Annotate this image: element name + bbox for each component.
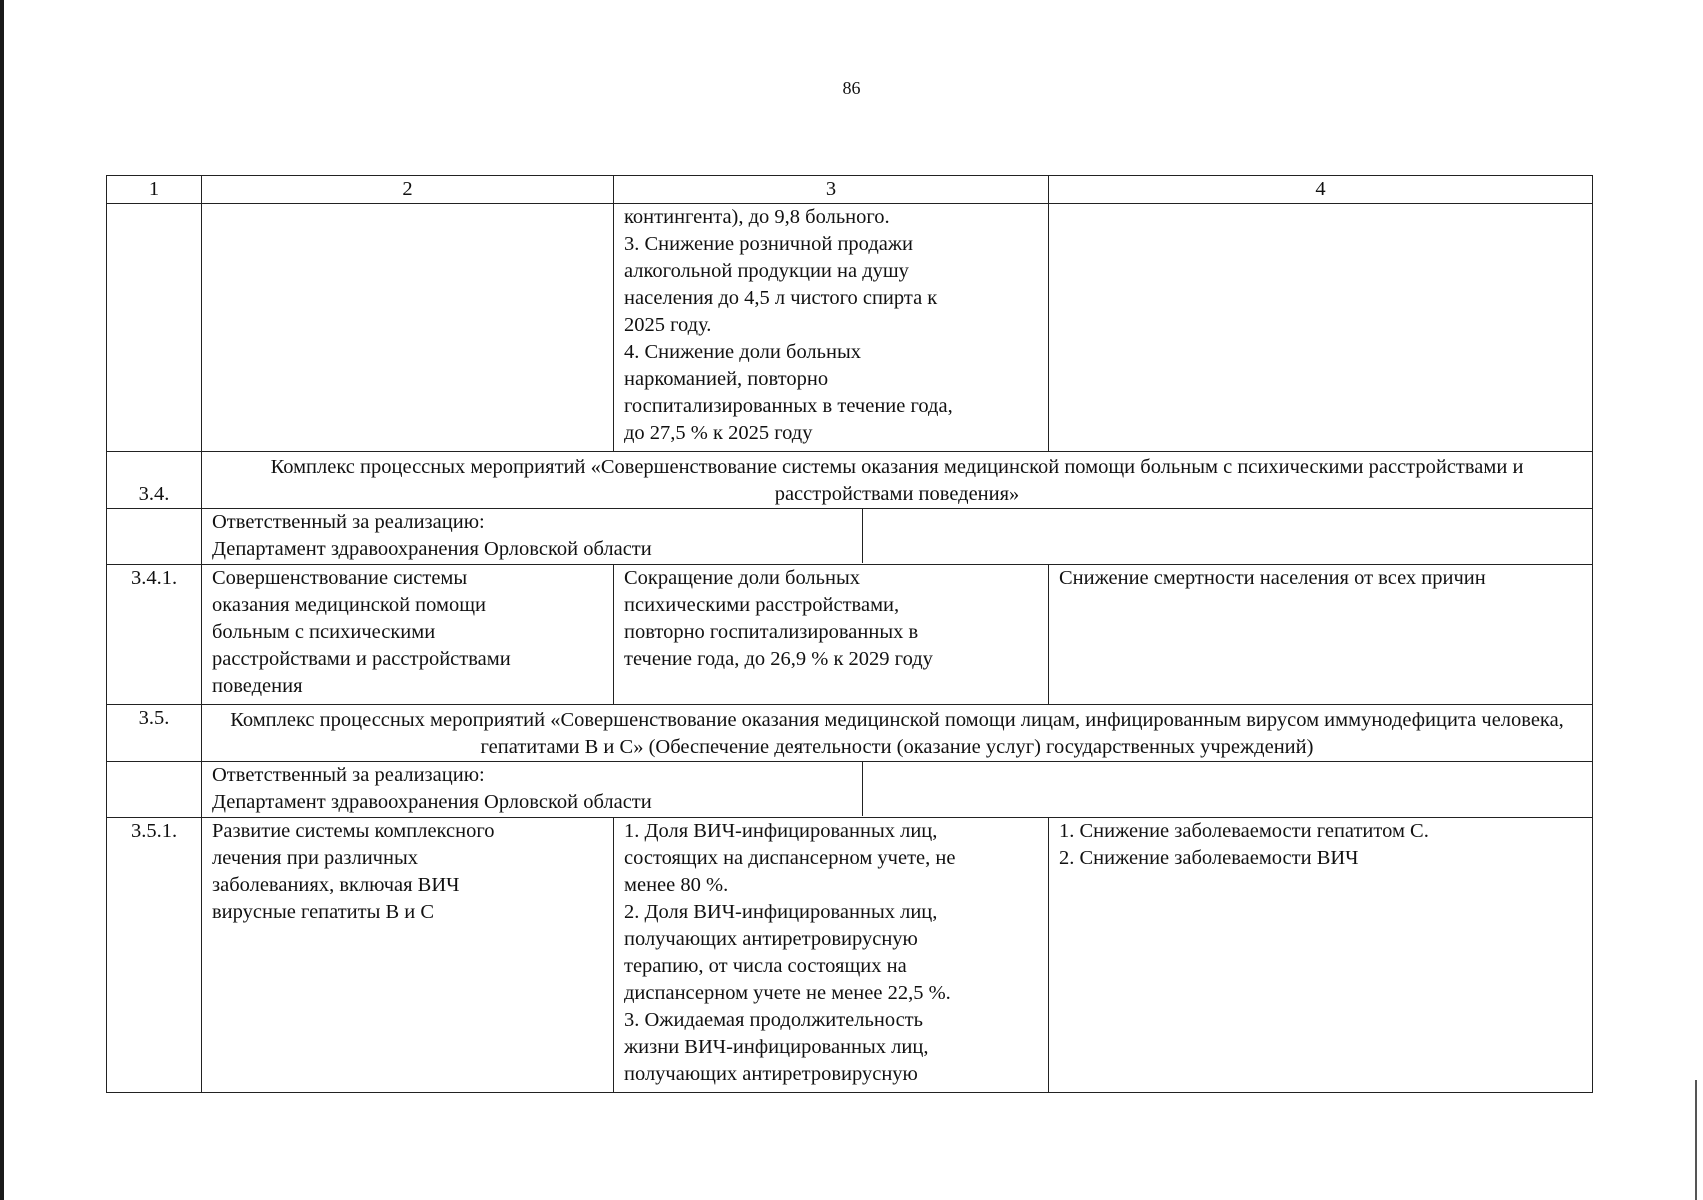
section-row-3-4 — [107, 452, 1593, 509]
indicator-line: алкогольной продукции на душу — [624, 260, 909, 282]
indicator-line: 2025 году. — [624, 314, 712, 336]
responsible-blank — [863, 762, 1593, 816]
row-activity — [202, 818, 614, 1093]
activity-line: вирусные гепатиты В и С — [212, 901, 435, 923]
responsible-org: Департамент здравоохранения Орловской области — [212, 791, 652, 813]
page-number: 86 — [842, 78, 861, 98]
activity-line: расстройствами и расстройствами — [212, 648, 511, 670]
responsible-blank — [863, 509, 1593, 563]
responsible-text — [202, 762, 863, 816]
responsible-text — [202, 509, 863, 563]
table-row-3-4-1 — [107, 565, 1593, 705]
activity-line: заболеваниях, включая ВИЧ — [212, 874, 460, 896]
responsible-empty-cell — [107, 509, 202, 565]
indicator-line: 3. Снижение розничной продажи — [624, 233, 913, 255]
row-number: 3.4.1. — [107, 565, 202, 705]
indicator-line: населения до 4,5 л чистого спирта к — [624, 287, 938, 309]
indicator-line: 1. Доля ВИЧ-инфицированных лиц, — [624, 820, 938, 842]
responsible-label: Ответственный за реализацию: — [212, 511, 485, 533]
row-activity — [202, 204, 614, 452]
indicator-line: повторно госпитализированных в — [624, 621, 919, 643]
indicator-line: 4. Снижение доли больных — [624, 341, 861, 363]
row-number — [107, 204, 202, 452]
section-title: Комплекс процессных мероприятий «Совершенствование оказания медицинской помощи лицам, инфицированным вирусом иммунодефицита человека, гепатитами В и С» (Обеспечение деятельности (оказание услуг) государственных учреждений) — [202, 705, 1593, 762]
row-effect — [1049, 565, 1593, 705]
indicator-line: диспансерном учете не менее 22,5 %. — [624, 982, 951, 1004]
responsible-cell — [202, 509, 1593, 565]
activity-line: поведения — [212, 675, 303, 697]
row-indicators — [614, 204, 1049, 452]
indicator-line: менее 80 %. — [624, 874, 729, 896]
row-indicators — [614, 818, 1049, 1093]
header-col-3: 3 — [614, 176, 1049, 204]
row-effect — [1049, 818, 1593, 1093]
responsible-cell — [202, 762, 1593, 818]
responsible-empty-cell — [107, 762, 202, 818]
row-effect — [1049, 204, 1593, 452]
indicator-line: госпитализированных в течение года, — [624, 395, 953, 417]
effect-line: 2. Снижение заболеваемости ВИЧ — [1059, 847, 1359, 869]
table-row-continuation — [107, 204, 1593, 452]
responsible-row-3-5 — [107, 762, 1593, 818]
indicator-line: наркоманией, повторно — [624, 368, 829, 390]
activity-line: лечения при различных — [212, 847, 418, 869]
row-indicators — [614, 565, 1049, 705]
responsible-org: Департамент здравоохранения Орловской области — [212, 538, 652, 560]
effect-line: 1. Снижение заболеваемости гепатитом С. — [1059, 820, 1429, 842]
indicator-line: 2. Доля ВИЧ-инфицированных лиц, — [624, 901, 938, 923]
table-header-row — [107, 176, 1593, 204]
responsible-label: Ответственный за реализацию: — [212, 764, 485, 786]
scan-right-edge — [1695, 1080, 1697, 1200]
indicator-line: до 27,5 % к 2025 году — [624, 422, 813, 444]
section-number: 3.4. — [107, 452, 202, 509]
row-number: 3.5.1. — [107, 818, 202, 1093]
indicator-line: жизни ВИЧ-инфицированных лиц, — [624, 1036, 929, 1058]
section-number: 3.5. — [107, 705, 202, 762]
indicator-line: Сокращение доли больных — [624, 567, 861, 589]
activity-line: оказания медицинской помощи — [212, 594, 486, 616]
indicator-line: контингента), до 9,8 больного. — [624, 206, 890, 228]
activity-line: Совершенствование системы — [212, 567, 468, 589]
indicator-line: получающих антиретровирусную — [624, 928, 918, 950]
responsible-row-3-4 — [107, 509, 1593, 565]
section-row-3-5 — [107, 705, 1593, 762]
indicator-line: течение года, до 26,9 % к 2029 году — [624, 648, 933, 670]
row-activity — [202, 565, 614, 705]
header-col-1: 1 — [107, 176, 202, 204]
indicator-line: получающих антиретровирусную — [624, 1063, 918, 1085]
indicator-line: 3. Ожидаемая продолжительность — [624, 1009, 923, 1031]
indicator-line: состоящих на диспансерном учете, не — [624, 847, 956, 869]
scan-left-edge — [0, 0, 4, 1200]
indicator-line: психическими расстройствами, — [624, 594, 900, 616]
indicator-line: терапию, от числа состоящих на — [624, 955, 907, 977]
effect-line: Снижение смертности населения от всех причин — [1059, 567, 1486, 589]
measures-table — [106, 175, 1593, 1093]
activity-line: Развитие системы комплексного — [212, 820, 495, 842]
header-col-4: 4 — [1049, 176, 1593, 204]
responsible-inner — [202, 509, 1592, 563]
table-row-3-5-1 — [107, 818, 1593, 1093]
responsible-inner — [202, 762, 1592, 816]
activity-line: больным с психическими — [212, 621, 436, 643]
section-title: Комплекс процессных мероприятий «Совершенствование системы оказания медицинской помощи больным с психическими расстройствами и расстройствами поведения» — [202, 452, 1593, 509]
header-col-2: 2 — [202, 176, 614, 204]
